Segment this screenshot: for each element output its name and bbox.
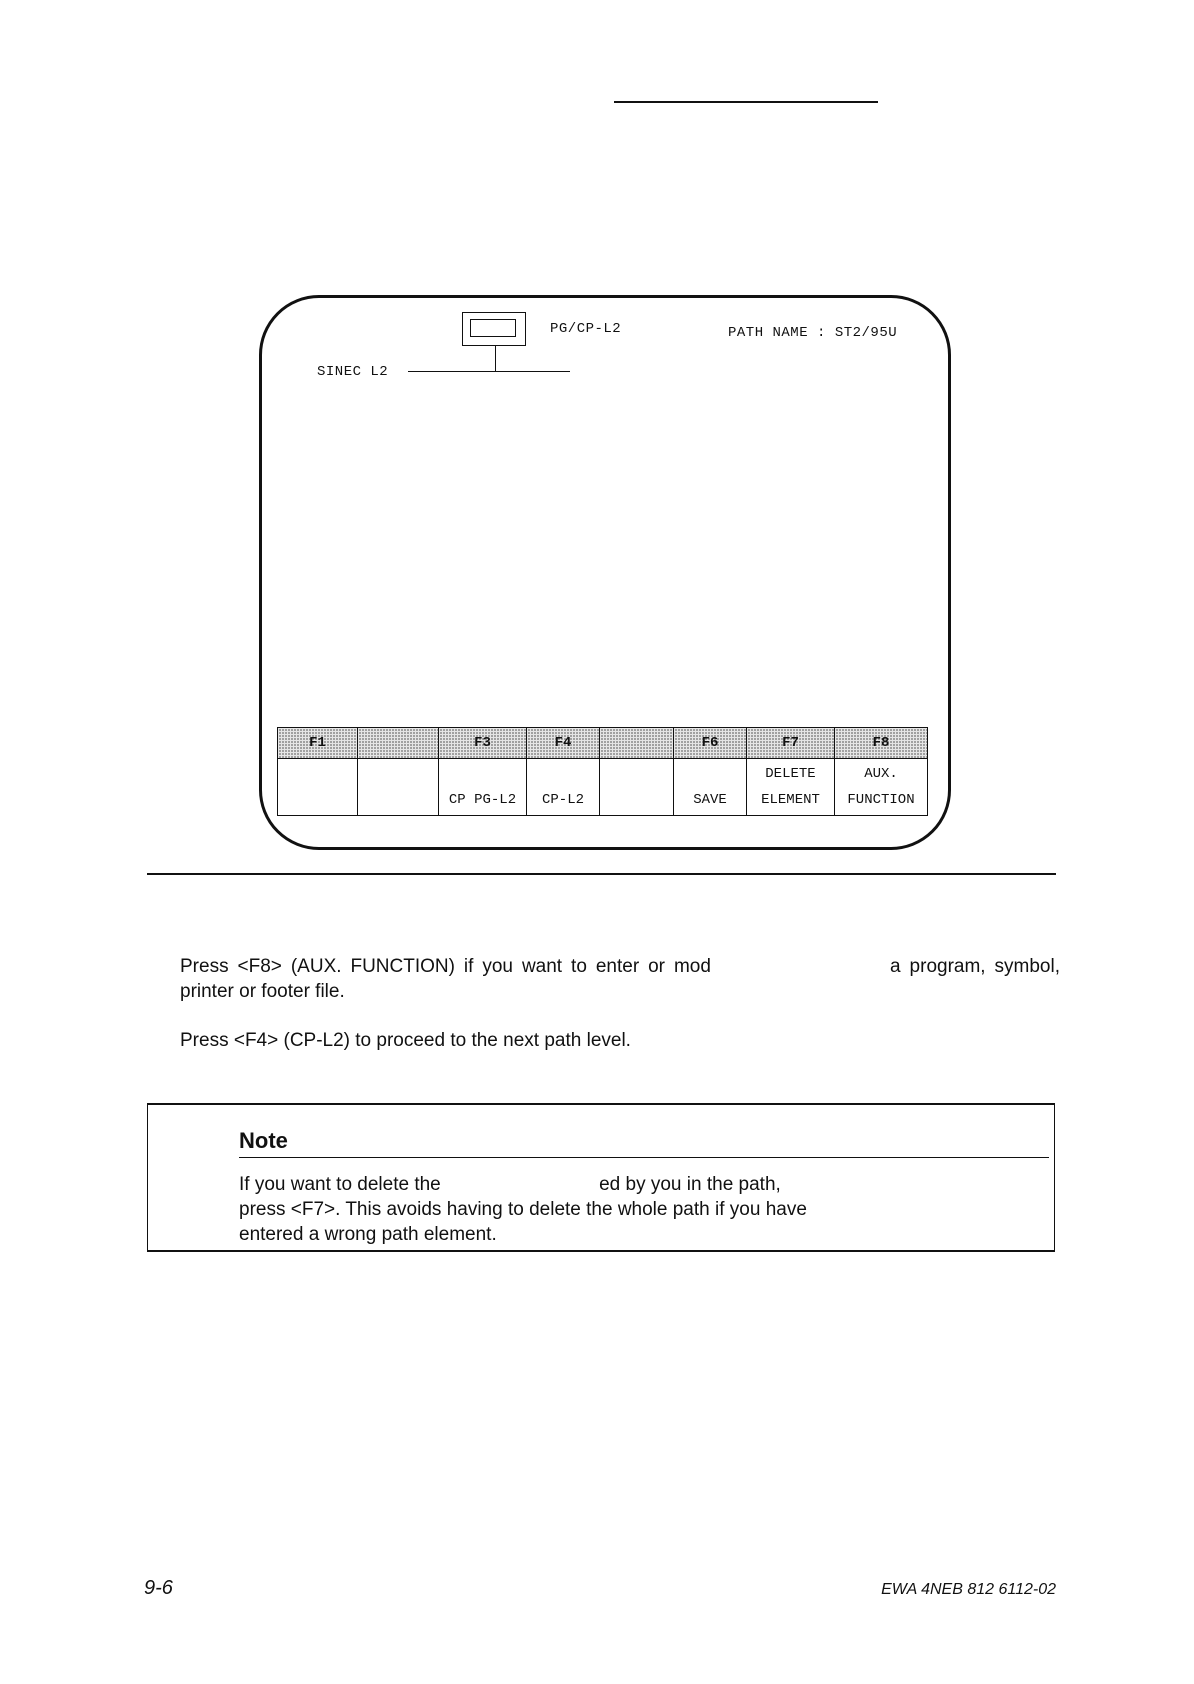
document-id: EWA 4NEB 812 6112-02 — [881, 1581, 1056, 1598]
f8-label-line2: FUNCTION — [847, 792, 915, 808]
section-divider — [147, 873, 1056, 875]
f7-key[interactable]: F7 — [747, 728, 835, 759]
f6-label-text: SAVE — [693, 792, 727, 808]
f4-label — [527, 759, 600, 816]
note-line: press <F7>. This avoids having to delete the whole path if you have — [239, 1199, 807, 1220]
device-label: PG/CP-L2 — [550, 321, 622, 337]
f8-label — [835, 759, 928, 816]
f5-key[interactable] — [600, 728, 674, 759]
device-connector-line — [495, 346, 496, 371]
f7-label-line1: DELETE — [765, 766, 816, 782]
f5-label — [600, 759, 674, 816]
f4-label-text: CP-L2 — [541, 792, 584, 808]
note-text — [239, 1172, 1039, 1247]
note-title-rule — [239, 1157, 1049, 1158]
f7-label-line2: ELEMENT — [761, 792, 820, 808]
f7-label — [747, 759, 835, 816]
f6-label — [674, 759, 747, 816]
page-number: 9-6 — [144, 1577, 173, 1599]
f1-label — [278, 759, 358, 816]
pg-device-icon — [462, 312, 526, 346]
f2-label — [358, 759, 439, 816]
note-line: entered a wrong path element. — [239, 1224, 497, 1245]
note-line: If you want to delete the ed by you in the path, — [239, 1174, 781, 1195]
instruction-f4: Press <F4> (CP-L2) to proceed to the next path level. — [180, 1030, 631, 1051]
f1-key[interactable]: F1 — [278, 728, 358, 759]
f6-key[interactable]: F6 — [674, 728, 747, 759]
instruction-f8-continued: printer or footer file. — [180, 981, 345, 1002]
f3-label-text: CP PG-L2 — [448, 792, 517, 808]
function-key-bar — [277, 727, 928, 816]
f4-key[interactable]: F4 — [527, 728, 600, 759]
pg-device-screen-icon — [470, 319, 516, 337]
f3-label — [439, 759, 527, 816]
instruction-f8: Press <F8> (AUX. FUNCTION) if you want to enter or mod a program, symbol, — [180, 956, 1060, 977]
note-title: Note — [239, 1128, 288, 1153]
f8-key[interactable]: F8 — [835, 728, 928, 759]
f2-key[interactable] — [358, 728, 439, 759]
header-rule — [614, 101, 878, 103]
network-label: SINEC L2 — [317, 364, 389, 380]
f8-label-line1: AUX. — [864, 766, 898, 782]
path-name: PATH NAME : ST2/95U — [728, 325, 898, 341]
sinec-bus-line — [408, 371, 570, 372]
f3-key[interactable]: F3 — [439, 728, 527, 759]
